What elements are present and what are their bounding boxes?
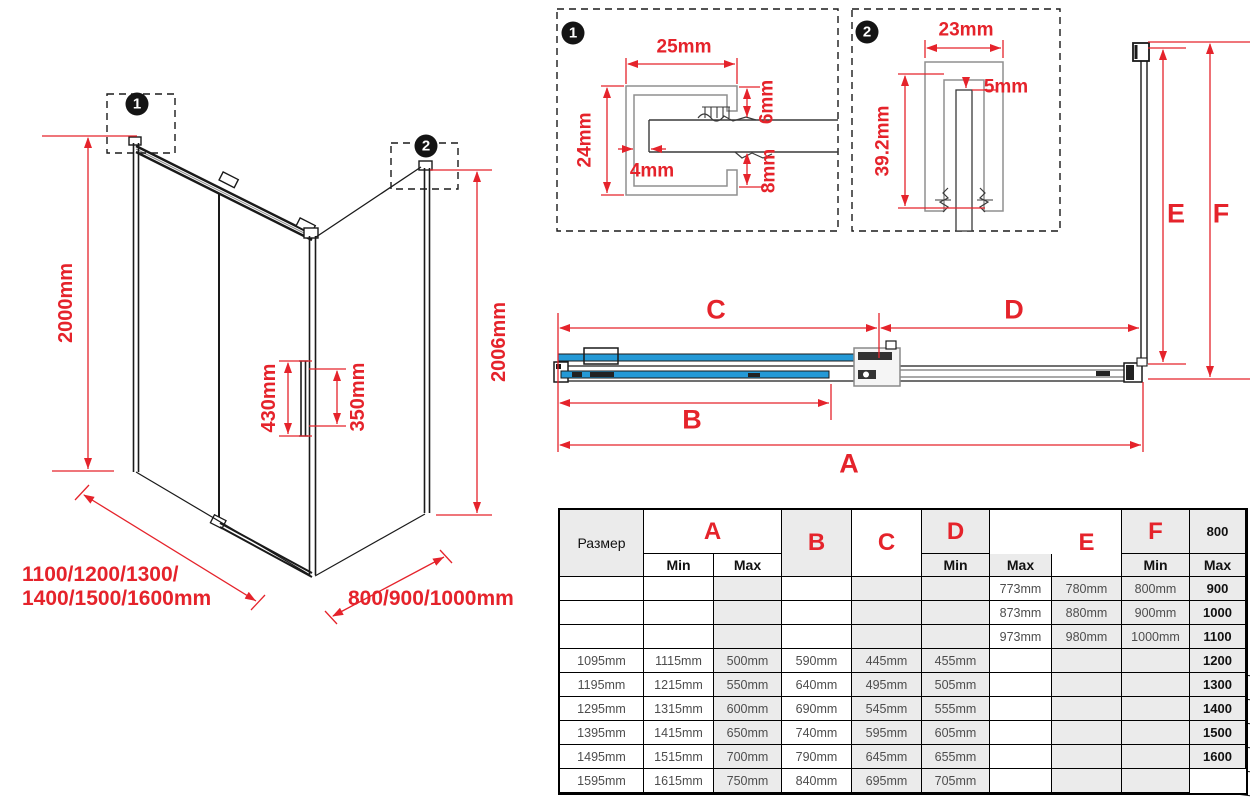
cell-f-max bbox=[1122, 649, 1190, 673]
row-size: 1000 bbox=[1190, 601, 1246, 625]
cell-c: 690mm bbox=[782, 697, 852, 721]
cell-f-min bbox=[1052, 769, 1122, 793]
cell-f-min: 980mm bbox=[1052, 625, 1122, 649]
dim-width-options-line2: 1400/1500/1600mm bbox=[22, 587, 212, 610]
cell-a-max: 1415mm bbox=[644, 721, 714, 745]
cell-a-min bbox=[560, 625, 644, 649]
plan-dim-e-label: E bbox=[1166, 198, 1186, 229]
dim-width-options-line1: 1100/1200/1300/ bbox=[22, 563, 179, 586]
cell-e bbox=[990, 769, 1052, 793]
cell-c: 840mm bbox=[782, 769, 852, 793]
table-subheader-a-max: Max bbox=[714, 554, 782, 577]
cell-f-max bbox=[1122, 697, 1190, 721]
cell-f-min: 780mm bbox=[1052, 577, 1122, 601]
cell-a-max: 1515mm bbox=[644, 745, 714, 769]
cell-a-min: 1595mm bbox=[560, 769, 644, 793]
cell-a-max bbox=[644, 577, 714, 601]
row-size: 1500 bbox=[1190, 721, 1246, 745]
cell-f-min bbox=[1052, 745, 1122, 769]
cell-d-max bbox=[922, 625, 990, 649]
cell-c bbox=[782, 625, 852, 649]
dim-height-left-label: 2000mm bbox=[55, 262, 77, 344]
dim-height-right-label: 2006mm bbox=[488, 301, 510, 383]
table-header-size: Размер bbox=[560, 510, 644, 577]
cell-e bbox=[990, 673, 1052, 697]
cell-b bbox=[714, 601, 782, 625]
row-size: 1600 bbox=[1190, 745, 1246, 769]
cell-c: 790mm bbox=[782, 745, 852, 769]
cell-d-max: 555mm bbox=[922, 697, 990, 721]
cell-d-max: 655mm bbox=[922, 745, 990, 769]
cell-b: 600mm bbox=[714, 697, 782, 721]
cell-f-max: 900mm bbox=[1122, 601, 1190, 625]
detail2-gap-label: 5mm bbox=[983, 76, 1029, 98]
detail2-height-label: 39.2mm bbox=[872, 105, 894, 177]
cell-d-min: 545mm bbox=[852, 697, 922, 721]
cell-c: 590mm bbox=[782, 649, 852, 673]
table-subheader-d-max: Max bbox=[990, 554, 1052, 577]
cell-d-max: 605mm bbox=[922, 721, 990, 745]
cell-a-max: 1615mm bbox=[644, 769, 714, 793]
cell-c bbox=[782, 601, 852, 625]
cell-c bbox=[782, 577, 852, 601]
table-header-d: D bbox=[922, 510, 990, 554]
table-subheader-d-min: Min bbox=[922, 554, 990, 577]
cell-a-max bbox=[644, 601, 714, 625]
cell-d-min bbox=[852, 625, 922, 649]
cell-a-min bbox=[560, 577, 644, 601]
cell-a-min: 1495mm bbox=[560, 745, 644, 769]
row-size: 1400 bbox=[1190, 697, 1246, 721]
cell-d-max bbox=[922, 577, 990, 601]
row-size: 900 bbox=[1190, 577, 1246, 601]
cell-d-max: 705mm bbox=[922, 769, 990, 793]
size-table bbox=[558, 508, 1248, 795]
table-header-c: C bbox=[852, 510, 922, 577]
detail2-width-label: 23mm bbox=[938, 19, 994, 41]
cell-e: 773mm bbox=[990, 577, 1052, 601]
cell-f-min bbox=[1052, 673, 1122, 697]
detail1-width-label: 25mm bbox=[656, 36, 712, 58]
cell-e bbox=[990, 697, 1052, 721]
cell-b: 700mm bbox=[714, 745, 782, 769]
cell-f-max bbox=[1122, 673, 1190, 697]
plan-dim-a-label: A bbox=[839, 448, 859, 479]
cell-f-min: 880mm bbox=[1052, 601, 1122, 625]
row-size: 1100 bbox=[1190, 625, 1246, 649]
row-size: 1200 bbox=[1190, 649, 1246, 673]
iso-marker-2-badge: 2 bbox=[415, 135, 438, 158]
cell-d-min: 445mm bbox=[852, 649, 922, 673]
cell-b bbox=[714, 577, 782, 601]
cell-e bbox=[990, 745, 1052, 769]
cell-a-max: 1115mm bbox=[644, 649, 714, 673]
table-subheader-f-max: Max bbox=[1190, 554, 1246, 577]
detail1-inset-label: 4mm bbox=[629, 160, 675, 182]
row-size: 800 bbox=[1190, 510, 1246, 554]
table-header-a: A bbox=[644, 510, 782, 554]
cell-b: 500mm bbox=[714, 649, 782, 673]
table-header-e: E bbox=[1052, 510, 1122, 577]
plan-view bbox=[554, 42, 1250, 452]
cell-a-max: 1315mm bbox=[644, 697, 714, 721]
cell-b: 650mm bbox=[714, 721, 782, 745]
table-subheader-a-min: Min bbox=[644, 554, 714, 577]
cell-b bbox=[714, 625, 782, 649]
plan-dim-f-label: F bbox=[1212, 198, 1230, 229]
cell-d-min: 595mm bbox=[852, 721, 922, 745]
detail1-top-gap-label: 6mm bbox=[756, 79, 778, 125]
detail1-marker-badge: 1 bbox=[562, 22, 585, 45]
detail2-profile bbox=[898, 40, 1003, 231]
cell-f-max bbox=[1122, 769, 1190, 793]
detail2-marker-badge: 2 bbox=[856, 21, 879, 44]
dim-depth-options: 800/900/1000mm bbox=[348, 587, 514, 610]
cell-a-min: 1395mm bbox=[560, 721, 644, 745]
cell-d-max bbox=[922, 601, 990, 625]
plan-dim-c-label: C bbox=[706, 294, 726, 325]
row-size: 1300 bbox=[1190, 673, 1246, 697]
cell-e: 973mm bbox=[990, 625, 1052, 649]
cell-d-max: 505mm bbox=[922, 673, 990, 697]
cell-d-min: 495mm bbox=[852, 673, 922, 697]
cell-c: 640mm bbox=[782, 673, 852, 697]
cell-a-min bbox=[560, 601, 644, 625]
cell-e: 873mm bbox=[990, 601, 1052, 625]
cell-a-min: 1095mm bbox=[560, 649, 644, 673]
iso-marker-1-badge: 1 bbox=[126, 93, 149, 116]
table-header-f: F bbox=[1122, 510, 1190, 554]
cell-a-max: 1215mm bbox=[644, 673, 714, 697]
detail1-height-label: 24mm bbox=[574, 112, 596, 168]
cell-e bbox=[990, 721, 1052, 745]
cell-c: 740mm bbox=[782, 721, 852, 745]
cell-a-min: 1195mm bbox=[560, 673, 644, 697]
cell-f-max: 800mm bbox=[1122, 577, 1190, 601]
plan-dim-d-label: D bbox=[1004, 294, 1024, 325]
iso-enclosure bbox=[129, 137, 432, 577]
cell-f-max bbox=[1122, 721, 1190, 745]
cell-d-min bbox=[852, 601, 922, 625]
cell-b: 550mm bbox=[714, 673, 782, 697]
cell-d-min: 695mm bbox=[852, 769, 922, 793]
cell-f-min bbox=[1052, 721, 1122, 745]
cell-f-max bbox=[1122, 745, 1190, 769]
dim-handle-holes-label: 350mm bbox=[347, 362, 369, 432]
cell-f-max: 1000mm bbox=[1122, 625, 1190, 649]
cell-f-min bbox=[1052, 697, 1122, 721]
table-subheader-f-min: Min bbox=[1122, 554, 1190, 577]
cell-d-max: 455mm bbox=[922, 649, 990, 673]
cell-d-min bbox=[852, 577, 922, 601]
table-header-b: B bbox=[782, 510, 852, 577]
cell-a-max bbox=[644, 625, 714, 649]
cell-d-min: 645mm bbox=[852, 745, 922, 769]
cell-b: 750mm bbox=[714, 769, 782, 793]
dim-handle-outer-label: 430mm bbox=[258, 363, 280, 433]
plan-dim-b-label: B bbox=[682, 404, 702, 435]
cell-f-min bbox=[1052, 649, 1122, 673]
cell-e bbox=[990, 649, 1052, 673]
cell-a-min: 1295mm bbox=[560, 697, 644, 721]
detail1-bottom-gap-label: 8mm bbox=[758, 148, 780, 194]
